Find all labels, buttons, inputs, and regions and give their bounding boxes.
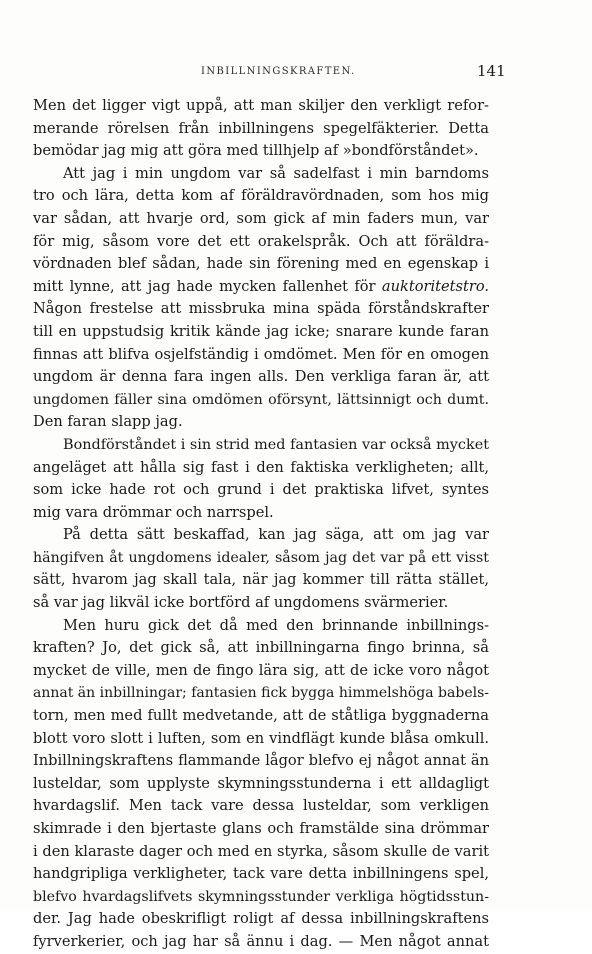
text-line	[33, 298, 489, 321]
text-line	[33, 457, 489, 480]
line-text: finnas att blifva osjelfständig i omdömet. Men för en omogen	[33, 345, 489, 363]
line-text: På detta sätt beskaffad, kan jag säga, att om jag var	[63, 526, 489, 544]
line-text: annat än inbillningar; fantasien fick bygga himmelshöga babels-	[33, 685, 489, 702]
text-line	[33, 863, 489, 886]
line-text: för mig, såsom vore det ett orakelspråk. Och att föräldra-	[33, 232, 489, 250]
line-text: hängifven åt ungdomens idealer, såsom jag det var på ett visst	[33, 549, 489, 566]
text-line	[33, 705, 489, 728]
line-text: Bondförståndet i sin strid med fantasien var också mycket	[63, 436, 489, 453]
text-line	[33, 660, 489, 683]
line-text: hvardagslif. Men tack vare dessa lusteldar, som verkligen	[33, 797, 489, 815]
text-line	[33, 95, 489, 118]
text-line	[33, 524, 489, 547]
line-text: blefvo hvardagslifvets skymningsstunder verkliga högtidsstun-	[33, 888, 489, 905]
text-line	[33, 682, 489, 705]
line-text: der. Jag hade obeskrifligt roligt af dessa inbillningskraftens	[33, 910, 489, 928]
line-text: Men det ligger vigt uppå, att man skiljer den verkligt refor-	[33, 97, 489, 114]
line-text: kraften? Jo, det gick så, att inbillningarna fingo brinna, så	[33, 639, 489, 657]
text-line	[33, 728, 489, 751]
line-text: mitt lynne, att jag hade mycken fallenhet för	[33, 277, 382, 295]
line-text: var sådan, att hvarje ord, som gick af min faders mun, var	[33, 209, 489, 227]
line-text: sätt, hvarom jag skall tala, när jag kommer till rätta stället,	[33, 571, 489, 589]
line-text: ungdom är denna fara ingen alls. Den verkliga faran är, att	[33, 368, 489, 386]
text-line	[33, 773, 489, 796]
text-line	[33, 569, 489, 592]
text-line	[33, 592, 489, 615]
line-text: så var jag likväl icke bortförd af ungdomens svärmerier.	[33, 594, 449, 612]
line-text: vördnaden blef sådan, hade sin förening med en egenskap i	[33, 255, 489, 273]
line-text: blott voro slott i luften, som en vindflägt kunde blåsa omkull.	[33, 729, 489, 747]
line-text: skimrade i den bjertaste glans och framstälde sina drömmar	[33, 820, 489, 837]
text-line	[33, 231, 489, 254]
line-text: Någon frestelse att missbruka mina späda förståndskrafter	[33, 300, 489, 318]
text-line	[33, 841, 489, 864]
line-text: torn, men med fullt medvetande, att de ståtliga byggnaderna	[33, 707, 489, 725]
line-text: fyrverkerier, och jag har så ännu i dag. — Men något annat	[33, 932, 489, 950]
text-line	[33, 118, 489, 141]
line-text: Att jag i min ungdom var så sadelfast i min barndoms	[63, 164, 489, 182]
page-number: 141	[477, 62, 506, 80]
text-line	[33, 615, 489, 638]
text-line	[33, 434, 489, 457]
text-line	[33, 795, 489, 818]
line-text: Men huru gick det då med den brinnande inbillnings-	[63, 616, 489, 634]
text-line	[33, 366, 489, 389]
line-text: tro och lära, detta kom af föräldravördnaden, som hos mig	[33, 187, 489, 205]
text-line	[33, 886, 489, 909]
text-line	[33, 818, 489, 841]
line-text: till en uppstudsig kritik kände jag icke; snarare kunde faran	[33, 322, 489, 340]
text-line	[33, 389, 489, 412]
line-text: handgripliga verkligheter, tack vare detta inbillningens spel,	[33, 865, 489, 883]
text-line	[33, 276, 489, 299]
text-line	[33, 931, 489, 954]
line-text: angeläget att hålla sig fast i den faktiska verkligheten; allt,	[33, 458, 489, 476]
text-line	[33, 140, 489, 163]
running-title: INBILLNINGSKRAFTEN.	[201, 66, 356, 77]
line-text: Inbillningskraftens flammande lågor blefvo ej något annat än	[33, 752, 489, 770]
line-text: ungdomen fäller sina omdömen oförsynt, lättsinnigt och dumt.	[33, 391, 489, 408]
line-text: mycket de ville, men de fingo lära sig, att de icke voro något	[33, 661, 489, 679]
text-line	[33, 411, 489, 434]
line-text: bemödar jag mig att göra med tillhjelp af »bondförståndet».	[33, 142, 479, 160]
line-text: Den faran slapp jag.	[33, 413, 183, 431]
text-line	[33, 185, 489, 208]
text-line	[33, 637, 489, 660]
text-line	[33, 208, 489, 231]
line-text: lusteldar, som upplyste skymningsstunderna i ett alldagligt	[33, 774, 489, 792]
line-text: merande rörelsen från inbillningens spegelfäkterier. Detta	[33, 119, 489, 137]
text-line	[33, 479, 489, 502]
emphasized-word: auktoritetstro.	[381, 277, 489, 295]
body-text	[33, 95, 489, 954]
text-line	[33, 321, 489, 344]
line-text: mig vara drömmar och narrspel.	[33, 503, 274, 521]
text-line	[33, 547, 489, 570]
text-line	[33, 750, 489, 773]
line-text: som icke hade rot och grund i det praktiska lifvet, syntes	[33, 481, 489, 499]
text-line	[33, 344, 489, 367]
text-line	[33, 253, 489, 276]
line-text: i den klaraste dager och med en styrka, såsom skulle de varit	[33, 842, 489, 860]
text-line	[33, 502, 489, 525]
text-line	[33, 908, 489, 931]
text-line	[33, 163, 489, 186]
